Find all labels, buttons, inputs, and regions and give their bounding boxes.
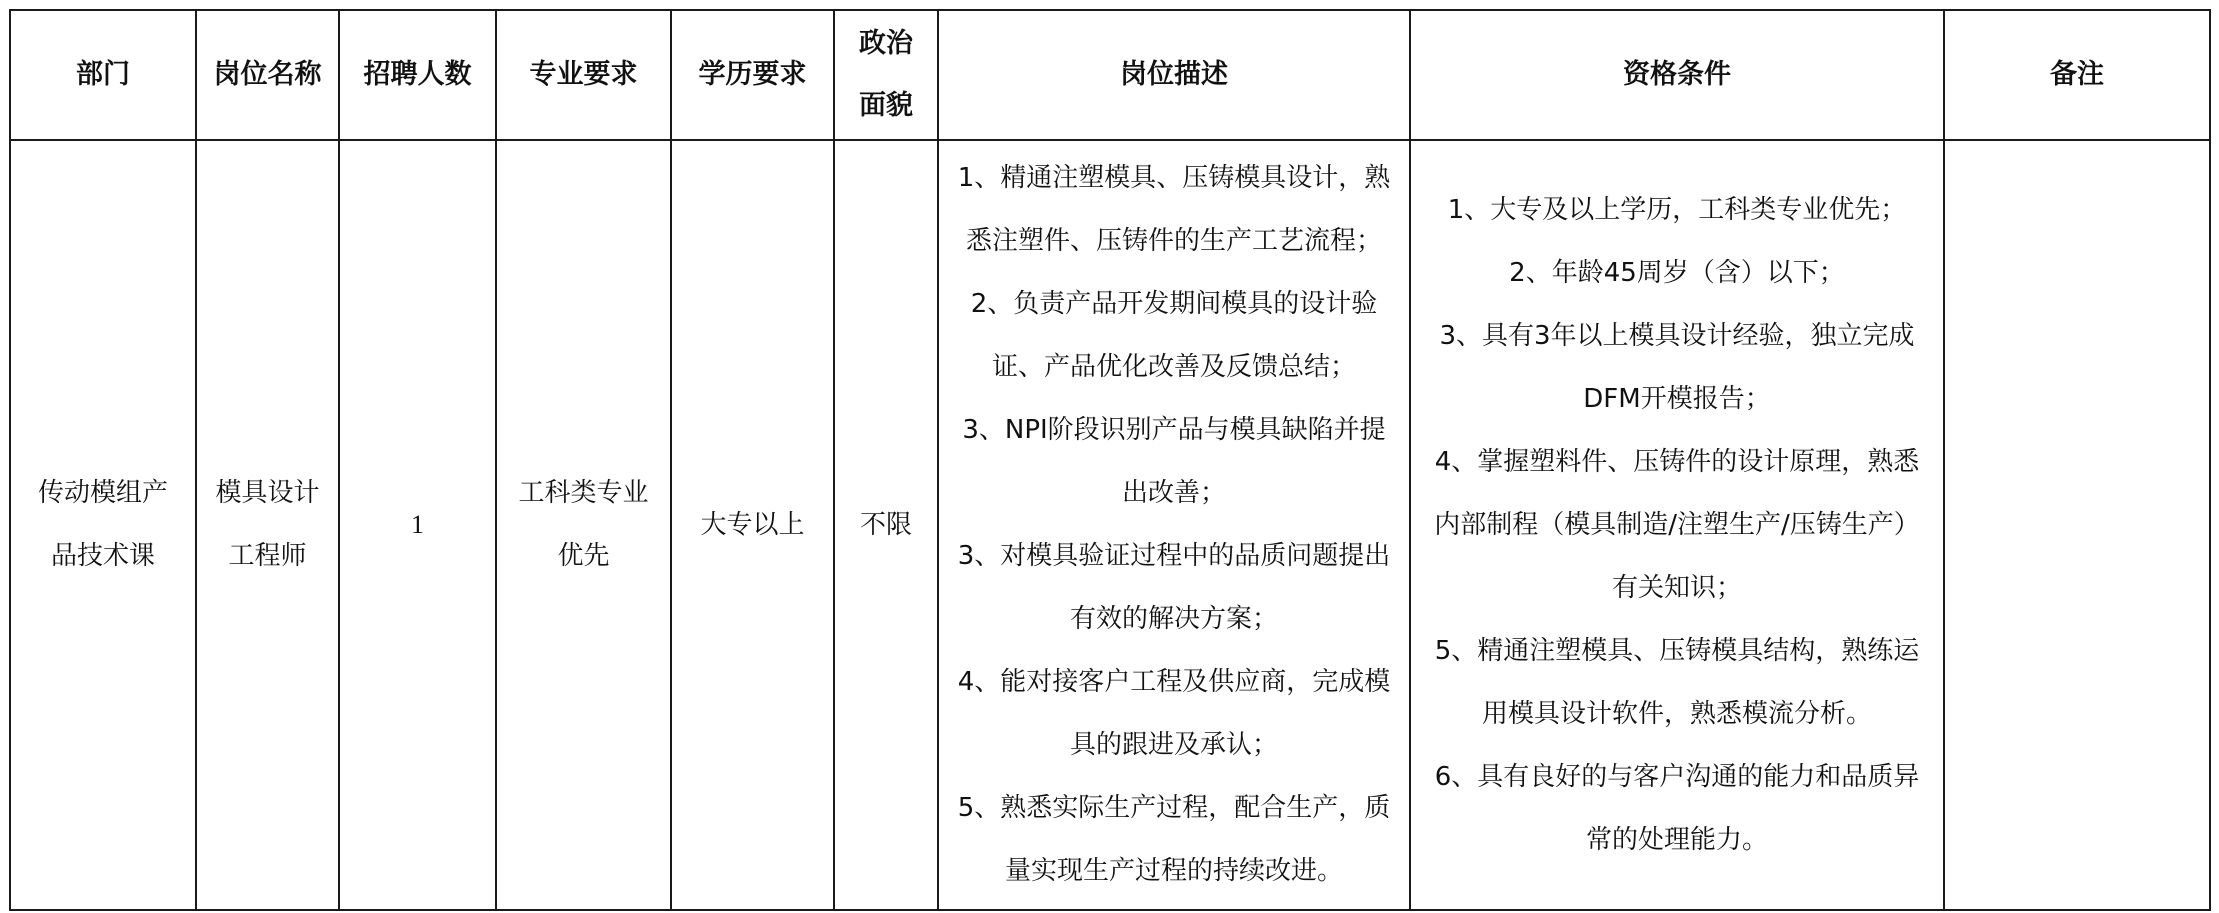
description-line: 有效的解决方案； xyxy=(1069,604,1278,634)
header-political-line: 面貌 xyxy=(859,90,913,121)
description-line: 证、产品优化改善及反馈总结； xyxy=(991,352,1356,382)
header-major-requirement: 专业要求 xyxy=(496,10,671,140)
header-political-line: 政治 xyxy=(859,28,913,59)
header-department: 部门 xyxy=(10,10,196,140)
recruitment-table-container xyxy=(9,9,2209,911)
header-row xyxy=(10,10,2210,140)
headcount-value: 1 xyxy=(411,510,424,539)
description-line: 3、对模具验证过程中的品质问题提出 xyxy=(957,541,1391,571)
political-value: 不限 xyxy=(859,509,912,540)
qualification-line: 用模具设计软件，熟悉模流分析。 xyxy=(1481,698,1872,729)
header-position-name: 岗位名称 xyxy=(196,10,339,140)
header-remarks: 备注 xyxy=(1944,10,2210,140)
qualification-line: 2、年龄45周岁（含）以下； xyxy=(1509,257,1845,288)
department-line: 传动模组产 xyxy=(37,478,168,508)
header-qualifications: 资格条件 xyxy=(1410,10,1944,140)
qualification-line: DFM开模报告； xyxy=(1583,383,1771,414)
description-line: 具的跟进及承认； xyxy=(1069,730,1278,760)
cell-major-requirement xyxy=(496,140,671,910)
qualification-line: 内部制程（模具制造/注塑生产/压铸生产） xyxy=(1434,509,1920,540)
qualification-line: 6、具有良好的与客户沟通的能力和品质异 xyxy=(1434,761,1920,792)
description-line: 量实现生产过程的持续改进。 xyxy=(1004,856,1343,886)
header-political-status xyxy=(834,10,938,140)
description-line: 2、负责产品开发期间模具的设计验 xyxy=(970,289,1378,319)
header-education-requirement: 学历要求 xyxy=(671,10,834,140)
description-line: 3、NPI阶段识别产品与模具缺陷并提 xyxy=(962,415,1386,445)
cell-department xyxy=(10,140,196,910)
major-line: 优先 xyxy=(557,541,610,571)
cell-qualifications xyxy=(1410,140,1944,910)
education-value: 大专以上 xyxy=(700,509,805,540)
description-line: 4、能对接客户工程及供应商，完成模 xyxy=(957,667,1391,697)
qualification-line: 有关知识； xyxy=(1611,572,1742,603)
position-line: 模具设计 xyxy=(215,478,320,508)
qualification-line: 常的处理能力。 xyxy=(1585,824,1768,855)
table-row xyxy=(10,140,2210,910)
description-line: 出改善； xyxy=(1121,478,1226,508)
qualification-line: 4、掌握塑料件、压铸件的设计原理，熟悉 xyxy=(1434,446,1920,477)
qualification-line: 1、大专及以上学历，工科类专业优先； xyxy=(1447,194,1907,225)
position-line: 工程师 xyxy=(228,541,307,571)
cell-position-name xyxy=(196,140,339,910)
recruitment-table xyxy=(9,9,2211,911)
cell-headcount xyxy=(339,140,496,910)
header-headcount: 招聘人数 xyxy=(339,10,496,140)
description-line: 悉注塑件、压铸件的生产工艺流程； xyxy=(965,226,1382,256)
cell-job-description xyxy=(938,140,1410,910)
department-line: 品技术课 xyxy=(50,541,155,571)
description-line: 5、熟悉实际生产过程，配合生产，质 xyxy=(957,793,1391,823)
qualification-line: 5、精通注塑模具、压铸模具结构，熟练运 xyxy=(1434,635,1920,666)
cell-remarks xyxy=(1944,140,2210,910)
description-line: 1、精通注塑模具、压铸模具设计，熟 xyxy=(957,163,1391,193)
header-job-description: 岗位描述 xyxy=(938,10,1410,140)
cell-education-requirement xyxy=(671,140,834,910)
major-line: 工科类专业 xyxy=(518,478,649,508)
cell-political-status xyxy=(834,140,938,910)
qualification-line: 3、具有3年以上模具设计经验，独立完成 xyxy=(1439,320,1915,351)
